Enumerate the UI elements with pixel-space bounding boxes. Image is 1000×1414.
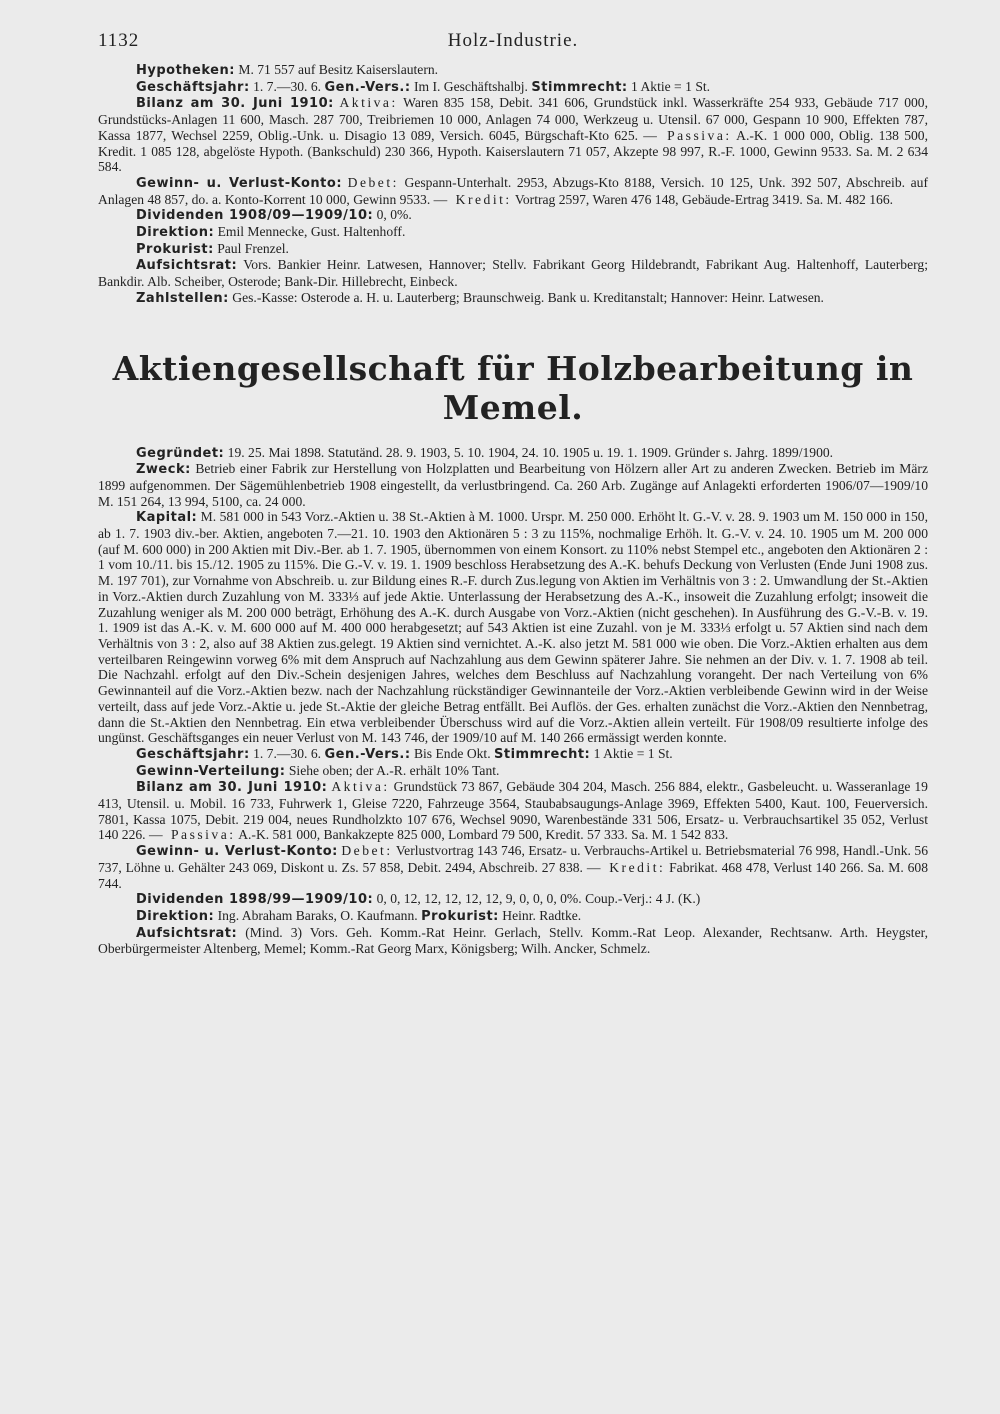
running-title: Holz-Industrie. [447,30,579,51]
aktiva-label-2: Aktiva: [331,779,390,795]
gen-vers-text-2: Bis Ende Okt. [413,745,491,761]
prokurist-text-2: Heinr. Radtke. [502,907,582,923]
zweck-label: Zweck: [136,462,191,478]
bilanz-label-2: Bilanz am 30. Juni 1910: [136,780,328,796]
kapital-paragraph [98,509,928,746]
dividenden-label: Dividenden 1908/09—1909/10: [136,208,374,224]
bilanz-label: Bilanz am 30. Juni 1910: [136,96,334,112]
prokurist-paragraph [98,241,928,258]
guv-label-2: Gewinn- u. Verlust-Konto: [136,844,338,860]
aktiva-text-2: Grundstück 73 867, Gebäude 304 204, Masch. 256 884, elektr., Gasbeleucht. u. Wasseranlage 19 413, Utensil. u. Mobil. 16 733, Fuhrwerk 1, Gleise 7220, Fahrzeuge 3564, Staubabsaugungs-Anlage 3969, Effekten 5400, Kaut. 100, Feuerversich. 7801, Kassa 1075, Debit. 219 004, neues Rundholzkto 107 676, Wechsel 9090, Warenbestände 331 506, Ersatz- u. Verbrauchsartikel 35 052, Verlust 140 226. [98,779,928,843]
guv-label: Gewinn- u. Verlust-Konto: [136,175,343,191]
zweck-paragraph [98,461,928,509]
zahlstellen-text: Ges.-Kasse: Osterode a. H. u. Lauterberg; Braunschweig. Bank u. Kreditanstalt; Hannover: Heinr. Latwesen. [232,289,824,305]
stimmrecht-label-2: Stimmrecht: [494,746,591,762]
hypotheken-text: M. 71 557 auf Besitz Kaiserslautern. [238,62,439,77]
prokurist-label-2: Prokurist: [421,908,499,924]
aufsichtsrat-text-2: (Mind. 3) Vors. Geh. Komm.-Rat Heinr. Gerlach, Stellv. Komm.-Rat Leop. Alexander, Rechtsanw. Arth. Heygster, Oberbürgermeister Altenberg, Memel; Komm.-Rat Georg Marx, Königsberg; Wilh. Ancker, Schmelz. [98,924,928,957]
dividenden-text-2: 0, 0, 12, 12, 12, 12, 12, 9, 0, 0, 0, 0%. [376,891,582,907]
debet-label: Debet: [347,174,399,190]
guv-paragraph-2 [98,843,928,891]
gen-vers-text: Im I. Geschäftshalbj. [413,78,528,94]
stimmrecht-text-2: 1 Aktie = 1 St. [593,745,673,761]
kredit-text: Vortrag 2597, Waren 476 148, Gebäude-Ertrag 3419. Sa. M. 482 166. [514,191,894,207]
kapital-label: Kapital: [136,510,198,526]
aufsichtsrat-paragraph-2 [98,925,928,957]
geschaeftsjahr-label-2: Geschäftsjahr: [136,746,250,762]
gegruendet-paragraph [98,445,928,462]
running-header [98,28,928,62]
gewinn-verteilung-paragraph [98,763,928,780]
gewinn-verteilung-label: Gewinn-Verteilung: [136,763,286,779]
bilanz-paragraph [98,95,928,175]
company-heading: Aktiengesellschaft für Holzbearbeitung in Memel. [112,348,914,427]
bilanz-paragraph-2 [98,779,928,843]
direktion-text: Emil Mennecke, Gust. Haltenhoff. [217,224,406,240]
kapital-text: M. 581 000 in 543 Vorz.-Aktien u. 38 St.-Aktien à M. 1000. Urspr. M. 250 000. Erhöht lt. G.-V. v. 28. 9. 1903 um M. 150 000 in 150, ab 1. 7. 1903 div.-ber. Aktien, angeboten 7.—21. 10. 1903 den Aktionären 5 : 3 zu 115%, nochmalige Erhöh. lt. G.-V. v. 24. 10. 1905 um M. 200 000 (auf M. 600 000) in 200 Aktien mit Div.-Ber. ab 1. 7. 1905, übernommen von einem Konsort. zu 110% nebst Stempel etc., angeboten den Aktionären 2 : 1 vom 10./11. bis 15./12. 1905 zu 115%. Die G.-V. v. 19. 1. 1909 beschloss Herabsetzung des A.-K. behufs Deckung von Verlusten (Ende Juni 1908 zus. M. 197 701), zur Vornahme von Abschreib. u. zur Bildung eines R.-F. durch Zus.legung von Aktien im Verhältnis von 3 : 2. Umwandlung der St.-Aktien in Vorz.-Aktien durch Zuzahlung von M. 333⅓ auf jede Aktie. Unterlassung der Herabsetzung des A.-K., insoweit die Zuzahlung erfolgt; insoweit die Zuzahlung weniger als M. 200 000 beträgt, Erhöhung des A.-K. durch Ausgabe von Vorz.-Aktien (nicht geschehen). In Ausführung des G.-V.-B. v. 19. 1. 1909 ist das A.-K. v. M. 600 000 auf M. 400 000 herabgesetzt; auf 543 Aktien ist eine Zuzahl. von je M. 333⅓ erfolgt u. 57 Aktien sind nach dem Verhältnis von 3 : 2, also auf 38 Aktien zus.gelegt. 19 Aktien sind vernichtet. A.-K. also jetzt M. 581 000 wie oben. Die Vorz.-Aktien erhalten aus dem verteilbaren Reingewinn vorweg 6% mit dem Anspruch auf Nachzahlung aus dem Gewinn späterer Jahre. Sie nehmen an der Div. v. 1. 7. 1908 ab teil. Die Nachzahl. erfolgt auf den Div.-Schein desjenigen Jahres, welches dem Beschluss auf Nachzahlung vorangeht. Der nach Verteilung von 6% Gewinnanteil auf die Vorz.-Aktien bezw. nach der Nachzahlung rückständiger Gewinnanteile der Vorz.-Aktien verbleibende Gewinn wird in der Weise verteilt, dass auf jede Vorz.-Aktie u. jede St.-Aktie der gleiche Betrag entfällt. Bei Auflös. der Ges. erhalten zunächst die Vorz.-Aktien den Nennbetrag, dann die St.-Aktien den Nennbetrag. Ein etwa verbleibender Überschuss wird auf die Vorz.-Aktien allein verteilt. Für 1908/09 resultierte infolge des ungünst. Geschäftsganges ein neuer Verlust von M. 143 746, der 1909/10 auf M. 140 266 ermässigt werden konnte. [98,509,928,746]
gen-vers-label-2: Gen.-Vers.: [324,746,411,762]
passiva-text: A.-K. 1 000 000, Oblig. 138 500, Kredit. 1 085 128, abgelöste Hypoth. (Bankschuld) 230 366, Hypoth. Kaiserslautern 71 057, Akzepte 98 997, R.-F. 1000, Gewinn 9533. Sa. M. 2 634 584. [98,127,928,175]
direktion-paragraph-2 [98,908,928,925]
debet-text-2: Verlustvortrag 143 746, Ersatz- u. Verbrauchs-Artikel u. Betriebsmaterial 76 998, Handl.-Unk. 56 737, Löhne u. Gehälter 243 069, Diskont u. Zs. 57 858, Debit. 2494, Abschreib. 27 838. [98,843,928,875]
previous-company-section [98,62,928,307]
passiva-label-2: — Passiva: [148,827,236,843]
geschaeftsjahr-paragraph-2 [98,746,928,763]
dividenden-label-2: Dividenden 1898/99—1909/10: [136,892,374,908]
hypotheken-paragraph [98,62,928,79]
aktiva-label: Aktiva: [339,95,398,111]
hypotheken-label: Hypotheken: [136,63,235,78]
debet-text: Gespann-Unterhalt. 2953, Abzugs-Kto 8188, Versich. 10 125, Unk. 392 507, Abschreib. auf Anlagen 48 857, do. a. Konto-Korrent 10 000, Gewinn 9533. [98,174,928,207]
direktion-text-2: Ing. Abraham Baraks, O. Kaufmann. [217,907,418,923]
direktion-label-2: Direktion: [136,908,215,924]
zahlstellen-label: Zahlstellen: [136,290,229,306]
aufsichtsrat-text: Vors. Bankier Heinr. Latwesen, Hannover; Stellv. Fabrikant Georg Hildebrandt, Fabrikant Aug. Haltenhoff, Lauterberg; Bankdir. Alb. Scheiber, Osterode; Bank-Dir. Hillebrecht, Einbeck. [98,257,928,290]
gegruendet-text: 19. 25. Mai 1898. Statutänd. 28. 9. 1903, 5. 10. 1904, 24. 10. 1905 u. 19. 1. 1909. Gründer s. Jahrg. 1899/1900. [227,444,834,460]
dividenden-paragraph [98,207,928,224]
page-number: 1132 [98,30,140,51]
gen-vers-label: Gen.-Vers.: [324,79,411,95]
coupon-verjaehrung-text: 4 J. (K.) [655,891,701,907]
kredit-label-2: — Kredit: [586,859,666,875]
kredit-text-2: Fabrikat. 468 478, Verlust 140 266. Sa. M. 608 744. [98,859,928,891]
zweck-text: Betrieb einer Fabrik zur Herstellung von Holzplatten und Bearbeitung von Hölzern aller Art zu anderen Zwecken. Betrieb im März 1899 aufgenommen. Der Sägemühlenbetrieb 1908 eingestellt, da verlustbringend. Ca. 260 Arb. Zugänge auf Anlagekti erforderten 1906/07—1909/10 M. 151 264, 13 994, 5100, ca. 24 000. [98,461,928,509]
prokurist-label: Prokurist: [136,241,214,257]
aufsichtsrat-label-2: Aufsichtsrat: [136,925,238,941]
prokurist-text: Paul Frenzel. [217,240,289,256]
passiva-label: — Passiva: [643,127,732,143]
geschaeftsjahr-text-2: 1. 7.—30. 6. [253,745,322,761]
direktion-label: Direktion: [136,225,215,241]
gegruendet-label: Gegründet: [136,445,225,461]
debet-label-2: Debet: [341,843,393,859]
aufsichtsrat-label: Aufsichtsrat: [136,258,238,274]
geschaeftsjahr-text: 1. 7.—30. 6. [253,78,322,94]
direktion-paragraph [98,224,928,241]
kredit-label: — Kredit: [433,191,512,207]
passiva-text-2: A.-K. 581 000, Bankakzepte 825 000, Lombard 79 500, Kredit. 57 333. Sa. M. 1 542 833. [238,827,729,843]
geschaeftsjahr-paragraph [98,79,928,96]
dividenden-text: 0, 0%. [376,207,412,223]
stimmrecht-text: 1 Aktie = 1 St. [631,78,711,94]
geschaeftsjahr-label: Geschäftsjahr: [136,79,250,95]
gewinn-verteilung-text: Siehe oben; der A.-R. erhält 10% Tant. [288,762,500,778]
zahlstellen-paragraph [98,290,928,307]
company-section [98,445,928,958]
guv-paragraph [98,175,928,207]
dividenden-paragraph-2 [98,891,928,908]
aktiva-text: Waren 835 158, Debit. 341 606, Grundstück inkl. Wasserkräfte 254 933, Gebäude 717 000, Grundstücks-Anlagen 11 600, Masch. 287 700, Treibriemen 10 000, Anlagen 74 000, Werkzeug u. Utensil. 67 000, Gespann 10 900, Effekten 787, Kassa 1877, Wechsel 2259, Oblig.-Unk. u. Disagio 13 089, Versich. 6045, Bürgschaft-Kto 625. [98,95,928,143]
stimmrecht-label: Stimmrecht: [531,79,628,95]
aufsichtsrat-paragraph [98,257,928,289]
coupon-verjaehrung-label: Coup.-Verj.: [585,891,653,907]
